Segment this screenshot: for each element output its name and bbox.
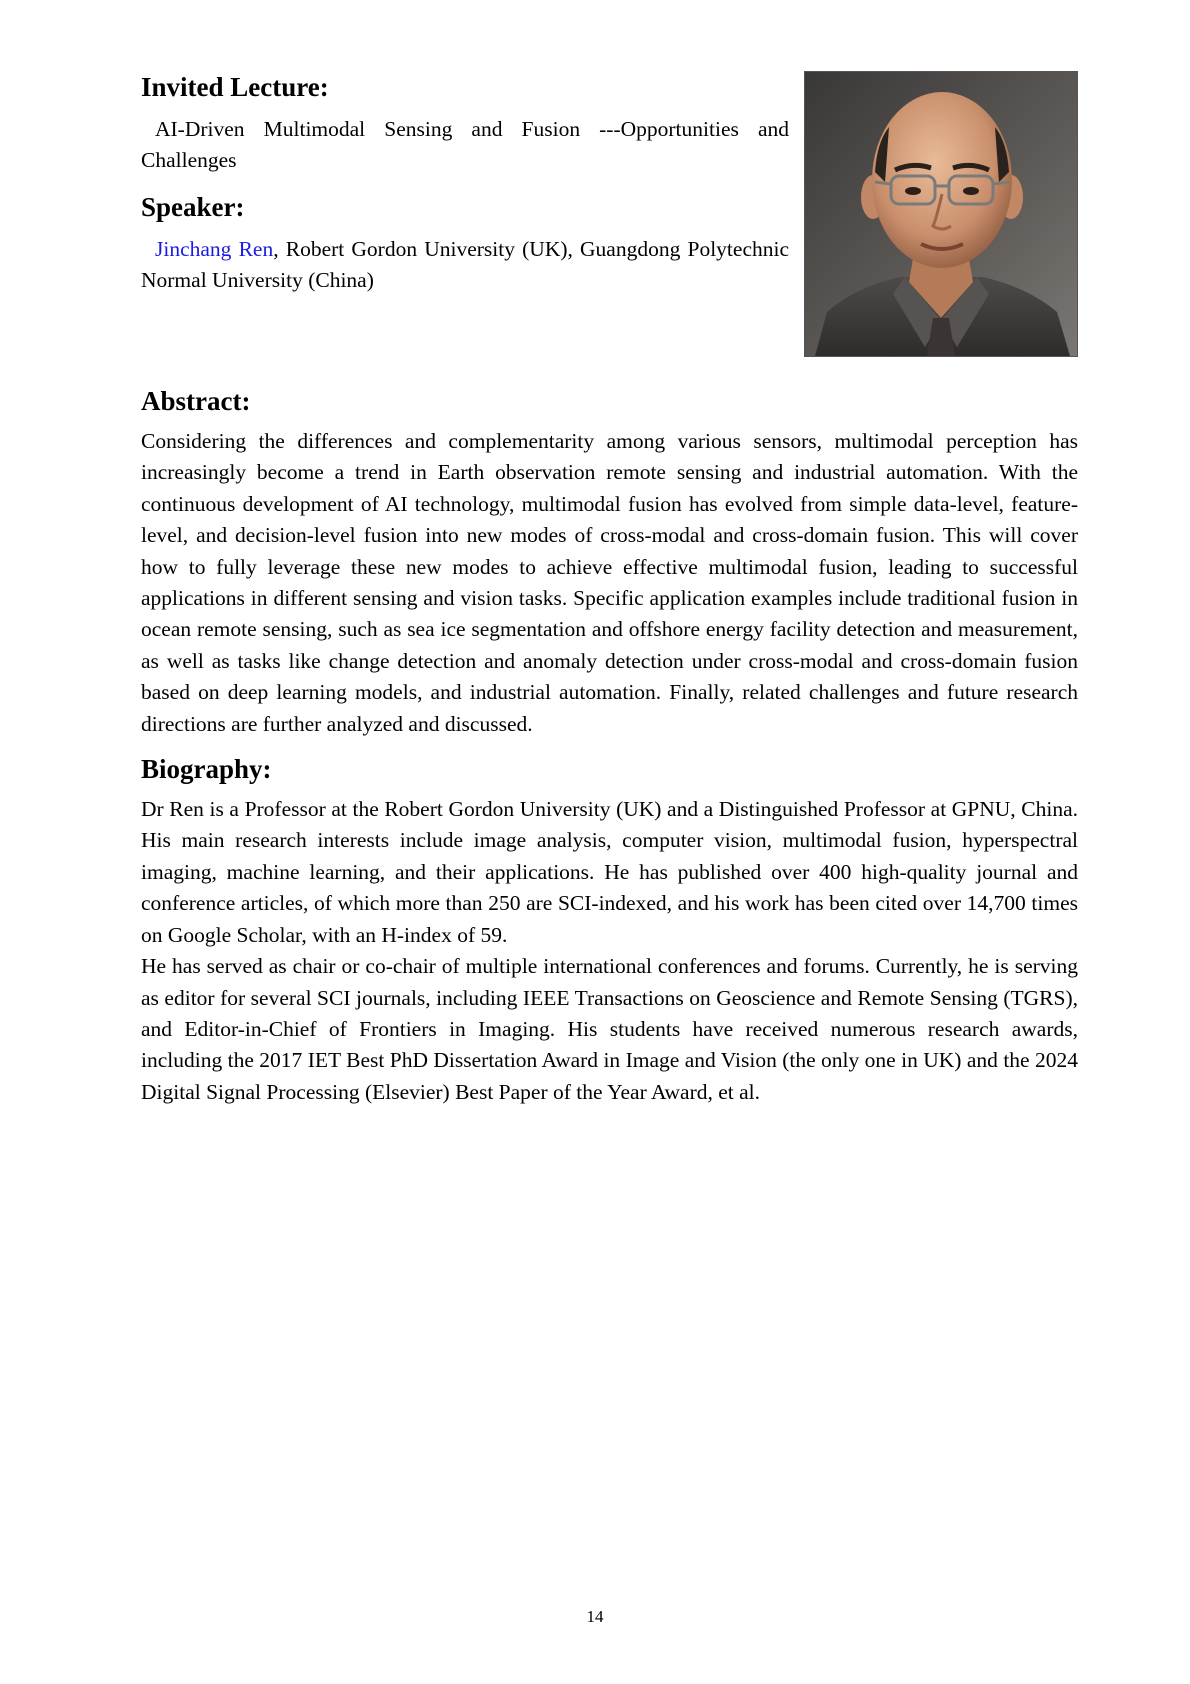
speaker-heading: Speaker: bbox=[141, 191, 245, 222]
abstract-text: Considering the differences and complementarity among various sensors, multimodal perception has increasingly become a trend in Earth observation remote sensing and industrial automation. With the continuous development of AI technology, multimodal fusion has evolved from simple data-level, feature-level, and decision-level fusion into new modes of cross-modal and cross-domain fusion. This will cover how to fully leverage these new modes to achieve effective multimodal fusion, leading to successful applications in different sensing and vision tasks. Specific application examples include traditional fusion in ocean remote sensing, such as sea ice segmentation and offshore energy facility detection and measurement, as well as tasks like change detection and anomaly detection under cross-modal and cross-domain fusion based on deep learning models, and industrial automation. Finally, related challenges and future research directions are further analyzed and discussed. bbox=[141, 429, 1078, 736]
biography-heading: Biography: bbox=[141, 754, 272, 785]
biography-paragraph-2: He has served as chair or co-chair of multiple international conferences and forums. Currently, he is serving as editor for several SCI journals, including IEEE Transactions on Geoscience and Remote Sensing (TGRS), and Editor-in-Chief of Frontiers in Imaging. His students have received numerous research awards, including the 2017 IET Best PhD Dissertation Award in Image and Vision (the only one in UK) and the 2024 Digital Signal Processing (Elsevier) Best Paper of the Year Award, et al. bbox=[141, 954, 1078, 1104]
invited-lecture-heading: Invited Lecture: bbox=[141, 72, 329, 102]
page-number: 14 bbox=[586, 1607, 604, 1626]
main-content bbox=[141, 384, 1078, 1108]
abstract-heading: Abstract: bbox=[141, 386, 251, 416]
speaker-photo bbox=[804, 71, 1078, 357]
lecture-title: AI-Driven Multimodal Sensing and Fusion ---Opportunities and Challenges bbox=[141, 117, 789, 173]
biography-paragraph-1: Dr Ren is a Professor at the Robert Gordon University (UK) and a Distinguished Professor at GPNU, China. His main research interests include image analysis, computer vision, multimodal fusion, hyperspectral imaging, machine learning, and their applications. He has published over 400 high-quality journal and conference articles, of which more than 250 are SCI-indexed, and his work has been cited over 14,700 times on Google Scholar, with an H-index of 59. bbox=[141, 797, 1078, 947]
lecture-info bbox=[141, 70, 789, 297]
speaker-name: Jinchang Ren bbox=[155, 236, 274, 261]
speaker-affiliation: , Robert Gordon University (UK), Guangdong Polytechnic Normal University (China) bbox=[141, 236, 790, 293]
speaker-line bbox=[141, 234, 789, 297]
